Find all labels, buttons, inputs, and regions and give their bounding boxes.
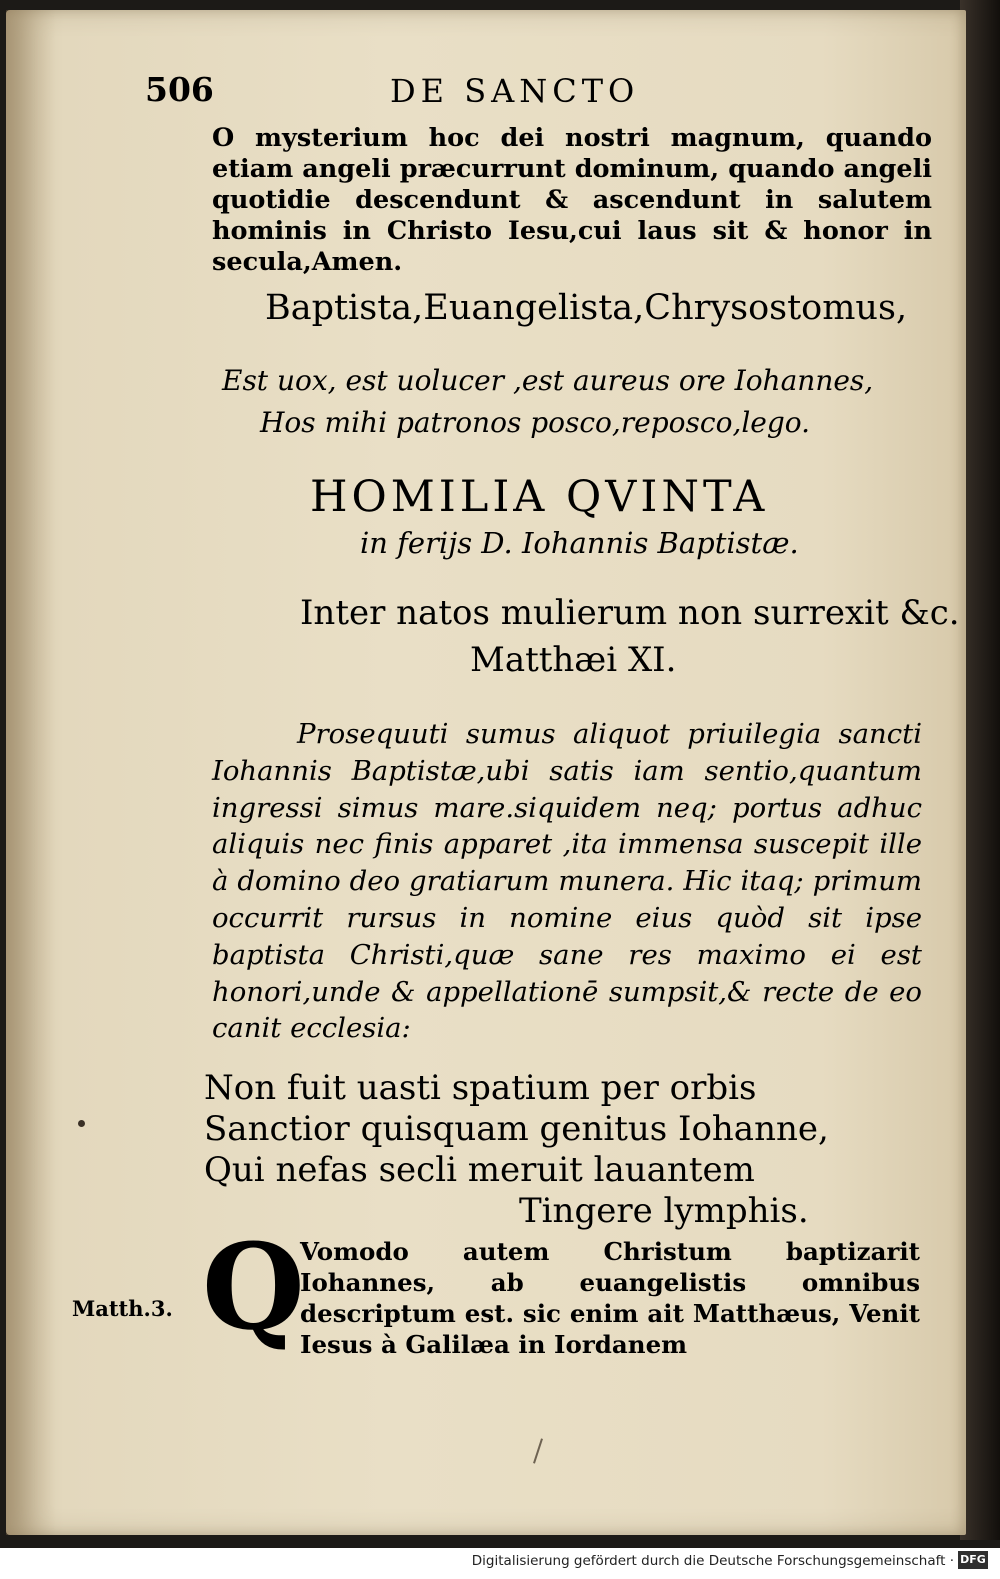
- pericope-text: Inter natos mulierum non surrexit &c.: [300, 593, 960, 633]
- hymn-line-4: Tingere lymphis.: [519, 1191, 809, 1231]
- page-gutter-shadow: [6, 10, 56, 1535]
- page-number: 506: [145, 70, 214, 109]
- final-paragraph: Vomodo autem Christum baptizarit Iohannes, ab euangelistis omnibus descriptum est. sic enim ait Matthæus, Venit Iesus à Galilæa in Iordanem: [300, 1237, 920, 1359]
- homily-subtitle: in ferijs D. Iohannis Baptistæ.: [360, 526, 799, 560]
- paragraph-2: [212, 716, 922, 1047]
- running-head: DE SANCTO: [390, 72, 640, 110]
- homily-title: HOMILIA QVINTA: [310, 472, 769, 522]
- hymn: [204, 1068, 829, 1232]
- epigram-title: Baptista,Euangelista,Chrysostomus,: [265, 288, 908, 328]
- epigram-line-2: Hos mihi patronos posco,reposco,lego.: [260, 406, 811, 439]
- hymn-line-3: Qui nefas secli meruit lauantem: [204, 1150, 755, 1190]
- ink-smudge: [78, 1120, 85, 1127]
- book-edge: [960, 0, 1000, 1540]
- drop-cap: Q: [202, 1217, 305, 1356]
- hymn-line-1: Non fuit uasti spatium per orbis: [204, 1068, 757, 1108]
- hymn-line-2: Sanctior quisquam genitus Iohanne,: [204, 1109, 829, 1149]
- paragraph-2-text: Prosequuti sumus aliquot priuilegia sancti Iohannis Baptistæ,ubi satis iam sentio,quantum ingressi simus mare.siquidem neq; portus adhuc aliquis nec finis apparet ,ita immensa suscepit ille à domino deo gratiarum munera. Hic itaq; primum occurrit rursus in nomine eius quòd sit ipse baptista Christi,quæ sane res maximo ei est honori,unde & appellationē sumpsit,& recte de eo canit ecclesia:: [212, 718, 922, 1045]
- page-header: [145, 70, 795, 114]
- epigram: [222, 360, 873, 444]
- dfg-logo-icon: DFG: [958, 1551, 988, 1569]
- margin-note: Matth.3.: [72, 1296, 173, 1321]
- epigram-line-1: Est uox, est uolucer ,est aureus ore Iohannes,: [222, 364, 874, 397]
- footer-credit: Digitalisierung gefördert durch die Deutsche Forschungsgemeinschaft ·: [471, 1553, 954, 1569]
- paragraph-1: O mysterium hoc dei nostri magnum, quando etiam angeli præcurrunt dominum, quando angeli quotidie descendunt & ascendunt in salutem hominis in Christo Iesu,cui laus sit & honor in secula,Amen.: [212, 123, 932, 277]
- pericope-reference: Matthæi XI.: [470, 640, 677, 680]
